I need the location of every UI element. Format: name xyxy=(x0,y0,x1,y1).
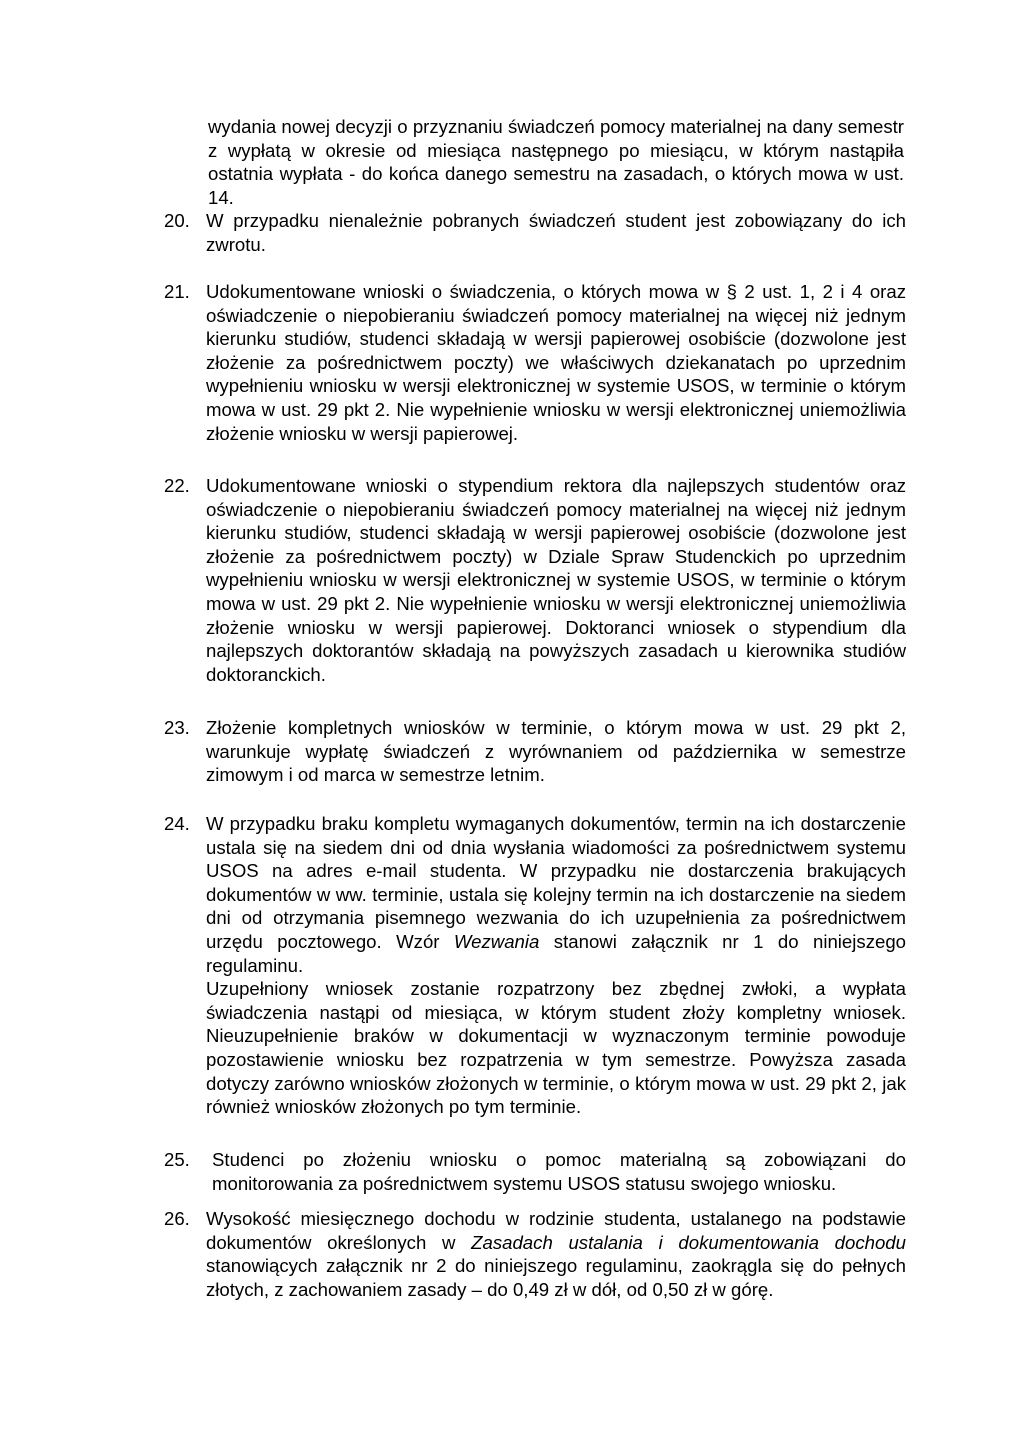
item-text-continued: Uzupełniony wniosek zostanie rozpatrzony bez zbędnej zwłoki, a wypłata świadczenia nastąpi od miesiąca, w którym student złoży kompletny wniosek. Nieuzupełnienie braków w dokumentacji w wyznaczonym terminie powoduje pozostawienie wniosku bez rozpatrzenia w tym semestrze. Powyższa zasada dotyczy zarówno wniosków złożonych w terminie, o którym mowa w ust. 29 pkt 2, jak również wniosków złożonych po tym terminie. xyxy=(206,978,906,1118)
list-item-21 xyxy=(164,280,906,445)
item-number: 24. xyxy=(164,813,190,834)
list-item-20 xyxy=(164,209,906,256)
item-text-part: stanowiących załącznik nr 2 do niniejszego regulaminu, zaokrągla się do pełnych złotych, z zachowaniem zasady – do 0,49 zł w dół, od 0,50 zł w górę. xyxy=(206,1255,906,1300)
item-number: 26. xyxy=(164,1208,190,1229)
item-number: 25. xyxy=(164,1149,190,1170)
item-text: Udokumentowane wnioski o stypendium rektora dla najlepszych studentów oraz oświadczenie o niepobieraniu świadczeń pomocy materialnej na więcej niż jednym kierunku studiów, studenci składają w wersji papierowej osobiście (dozwolone jest złożenie za pośrednictwem poczty) w Dziale Spraw Studenckich po uprzednim wypełnieniu wniosku w wersji elektronicznej w systemie USOS, w terminie o którym mowa w ust. 29 pkt 2. Nie wypełnienie wniosku w wersji elektronicznej uniemożliwia złożenie wniosku w wersji papierowej. Doktoranci wniosek o stypendium dla najlepszych doktorantów składają na powyższych zasadach u kierownika studiów doktoranckich. xyxy=(206,475,906,685)
intro-paragraph: wydania nowej decyzji o przyznaniu świadczeń pomocy materialnej na dany semestr z wypłatą w okresie od miesiąca następnego po miesiącu, w którym nastąpiła ostatnia wypłata - do końca danego semestru na zasadach, o których mowa w ust. 14. xyxy=(208,116,904,208)
item-text: Złożenie kompletnych wniosków w terminie, o którym mowa w ust. 29 pkt 2, warunkuje wypłatę świadczeń z wyrównaniem od października w semestrze zimowym i od marca w semestrze letnim. xyxy=(206,717,906,786)
item-text: W przypadku nienależnie pobranych świadczeń student jest zobowiązany do ich zwrotu. xyxy=(206,210,906,255)
item-text: Studenci po złożeniu wniosku o pomoc materialną są zobowiązani do monitorowania za pośrednictwem systemu USOS statusu swojego wniosku. xyxy=(212,1149,906,1194)
item-text-emphasis: Zasadach ustalania i dokumentowania dochodu xyxy=(471,1231,906,1253)
item-number: 22. xyxy=(164,475,190,496)
item-text-part: Wysokość miesięcznego dochodu w rodzinie studenta, ustalanego na podstawie dokumentów określonych w xyxy=(206,1208,906,1253)
item-text-part: W przypadku braku kompletu wymaganych dokumentów, termin na ich dostarczenie ustala się na siedem dni od dnia wysłania wiadomości za pośrednictwem systemu USOS na adres e-mail studenta. W przypadku nie dostarczenia brakujących dokumentów w ww. terminie, ustala się kolejny termin na ich dostarczenie na siedem dni od otrzymania pisemnego wezwania do ich uzupełnienia za pośrednictwem urzędu pocztowego. Wzór xyxy=(206,813,906,952)
list-item-22 xyxy=(164,474,906,686)
list-item-23 xyxy=(164,716,906,787)
list-item-24 xyxy=(164,812,906,1119)
list-item-26 xyxy=(164,1207,906,1301)
item-text xyxy=(206,812,906,977)
list-item-25 xyxy=(164,1148,906,1195)
item-text-part: stanowi załącznik nr 1 do niniejszego regulaminu. xyxy=(206,930,907,976)
item-number: 20. xyxy=(164,210,190,231)
item-text-emphasis: Wezwania xyxy=(453,930,540,952)
item-text xyxy=(206,1207,906,1301)
item-text: Udokumentowane wnioski o świadczenia, o których mowa w § 2 ust. 1, 2 i 4 oraz oświadczenie o niepobieraniu świadczeń pomocy materialnej na więcej niż jednym kierunku studiów, studenci składają w wersji papierowej osobiście (dozwolone jest złożenie za pośrednictwem poczty) we właściwych dziekanatach po uprzednim wypełnieniu wniosku w wersji elektronicznej w systemie USOS, w terminie o którym mowa w ust. 29 pkt 2. Nie wypełnienie wniosku w wersji elektronicznej uniemożliwia złożenie wniosku w wersji papierowej. xyxy=(206,281,906,444)
item-number: 21. xyxy=(164,281,190,302)
item-number: 23. xyxy=(164,717,190,738)
